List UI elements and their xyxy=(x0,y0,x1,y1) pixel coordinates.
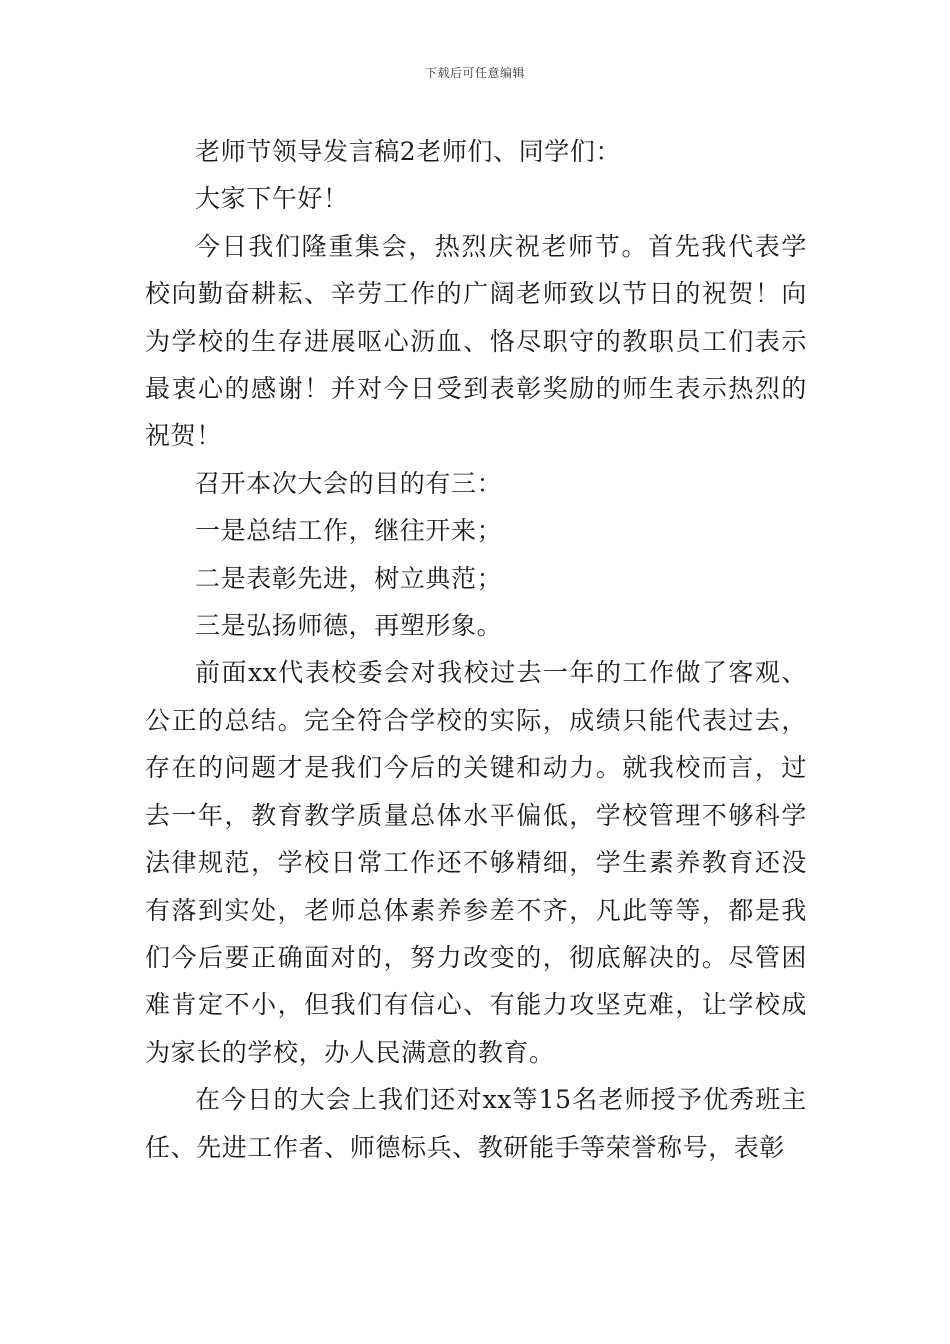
paragraph-summary: 前面xx代表校委会对我校过去一年的工作做了客观、公正的总结。完全符合学校的实际，成绩只能代表过去，存在的问题才是我们今后的关键和动力。就我校而言，过去一年，教育教学质量总体水平偏低，学校管理不够科学法律规范，学校日常工作还不够精细，学生素养教育还没有落到实处，老师总体素养参差不齐，凡此等等，都是我们今后要正确面对的，努力改变的，彻底解决的。尽管困难肯定不小，但我们有信心、有能力攻坚克难，让学校成为家长的学校，办人民满意的教育。 xyxy=(145,658,807,1067)
paragraph-awards: 在今日的大会上我们还对xx等15名老师授予优秀班主任、先进工作者、师德标兵、教研能手等荣誉称号，表彰 xyxy=(145,1085,807,1162)
paragraph-purpose: 召开本次大会的目的有三： xyxy=(195,468,503,498)
paragraph-intro: 今日我们隆重集会，热烈庆祝老师节。首先我代表学校向勤奋耕耘、辛劳工作的广阔老师致以节日的祝贺！向为学校的生存进展呕心沥血、恪尽职守的教职员工们表示最衷心的感谢！并对今日受到表彰奖励的师生表示热烈的祝贺！ xyxy=(145,231,807,451)
document-body xyxy=(145,128,807,1171)
paragraph-title-greeting: 老师节领导发言稿2老师们、同学们： xyxy=(195,137,622,166)
paragraph-purpose-2: 二是表彰先进，树立典范； xyxy=(195,563,503,593)
paragraph-purpose-1: 一是总结工作，继往开来； xyxy=(195,516,503,546)
page-header: 下载后可任意编辑 xyxy=(424,66,525,80)
paragraph-salutation: 大家下午好！ xyxy=(195,184,349,214)
paragraph-purpose-3: 三是弘扬师德，再塑形象。 xyxy=(195,611,503,641)
